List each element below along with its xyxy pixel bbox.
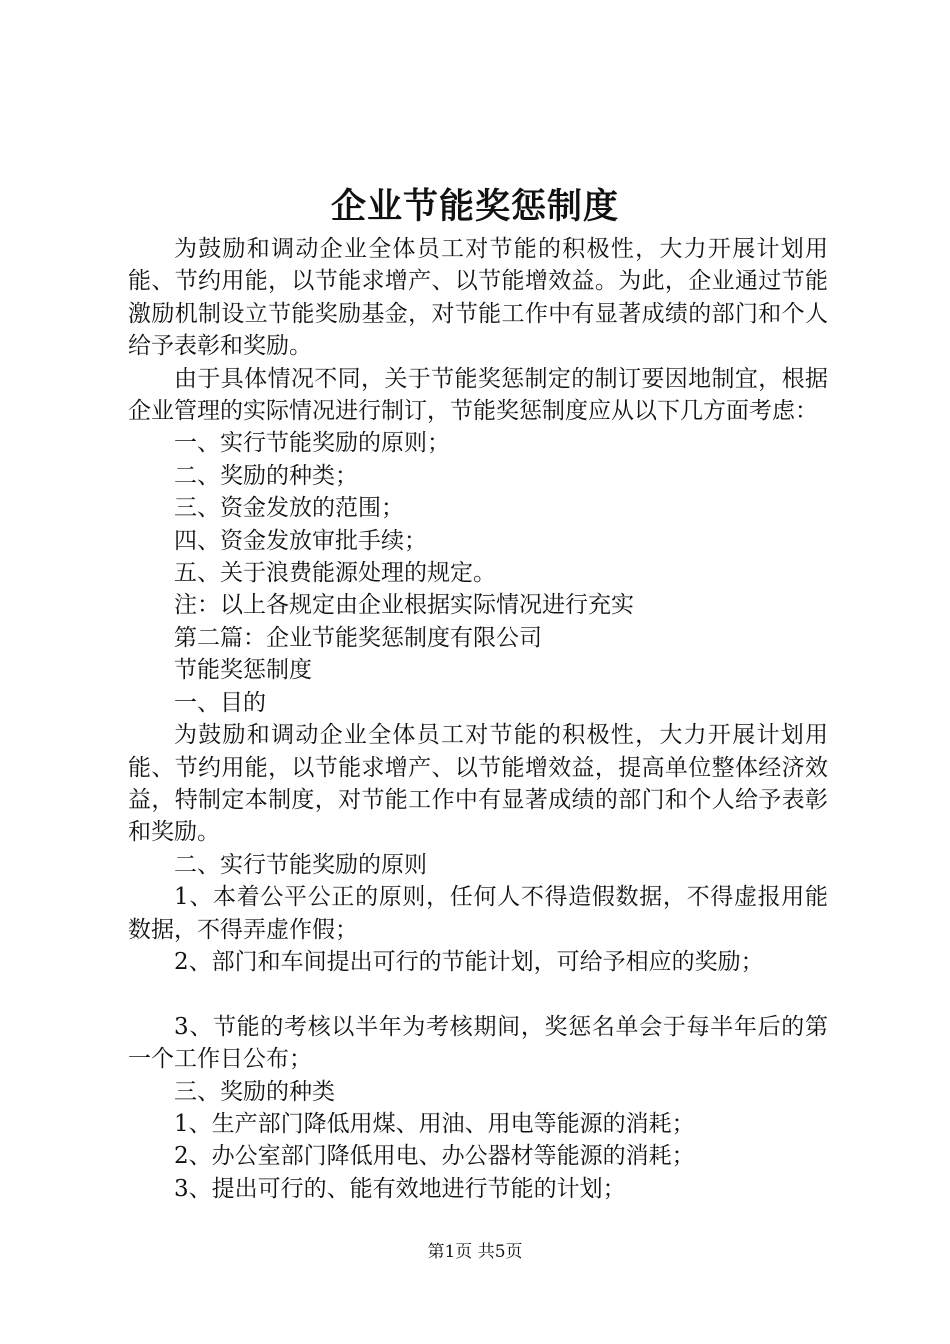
blank-line — [128, 978, 828, 1010]
section-reward-types-heading: 三、奖励的种类 — [174, 1078, 335, 1105]
page-footer: 第1页 共5页 — [427, 1242, 523, 1262]
list-item-2: 二、奖励的种类； — [174, 462, 358, 489]
purpose-paragraph: 为鼓励和调动企业全体员工对节能的积极性，大力开展计划用能、节约用能，以节能求增产、以节能增效益，提高单位整体经济效益，特制定本制度，对节能工作中有显著成绩的部门和个人给予表彰和奖励。 — [128, 722, 828, 846]
section-principle-heading: 二、实行节能奖励的原则 — [174, 851, 427, 878]
reward-type-item-2: 2、办公室部门降低用电、办公器材等能源的消耗； — [174, 1143, 695, 1170]
document-title: 企业节能奖惩制度 — [330, 187, 619, 227]
section-purpose-heading: 一、目的 — [174, 689, 266, 716]
reward-type-item-3: 3、提出可行的、能有效地进行节能的计划； — [174, 1175, 626, 1202]
list-item-3: 三、资金发放的范围； — [174, 495, 404, 522]
document-body — [128, 233, 828, 1205]
list-item-4: 四、资金发放审批手续； — [174, 527, 427, 554]
list-item-5: 五、关于浪费能源处理的规定。 — [174, 560, 496, 587]
paragraph-1: 为鼓励和调动企业全体员工对节能的积极性，大力开展计划用能、节约用能，以节能求增产、以节能增效益。为此，企业通过节能激励机制设立节能奖励基金，对节能工作中有显著成绩的部门和个人给予表彰和奖励。 — [128, 236, 828, 360]
principle-item-1: 1、本着公平公正的原则，任何人不得造假数据，不得虚报用能数据，不得弄虚作假； — [128, 884, 828, 943]
list-item-1: 一、实行节能奖励的原则； — [174, 430, 450, 457]
subheading-policy: 节能奖惩制度 — [174, 657, 312, 684]
note-line: 注：以上各规定由企业根据实际情况进行充实 — [174, 592, 634, 619]
reward-type-item-1: 1、生产部门降低用煤、用油、用电等能源的消耗； — [174, 1110, 695, 1137]
principle-item-2: 2、部门和车间提出可行的节能计划，可给予相应的奖励； — [174, 948, 764, 975]
section-heading-part-two: 第二篇：企业节能奖惩制度有限公司 — [174, 624, 542, 651]
paragraph-2: 由于具体情况不同，关于节能奖惩制定的制订要因地制宜，根据企业管理的实际情况进行制订，节能奖惩制度应从以下几方面考虑： — [128, 365, 828, 425]
principle-item-3: 3、节能的考核以半年为考核期间，奖惩名单会于每半年后的第一个工作日公布； — [128, 1013, 828, 1073]
